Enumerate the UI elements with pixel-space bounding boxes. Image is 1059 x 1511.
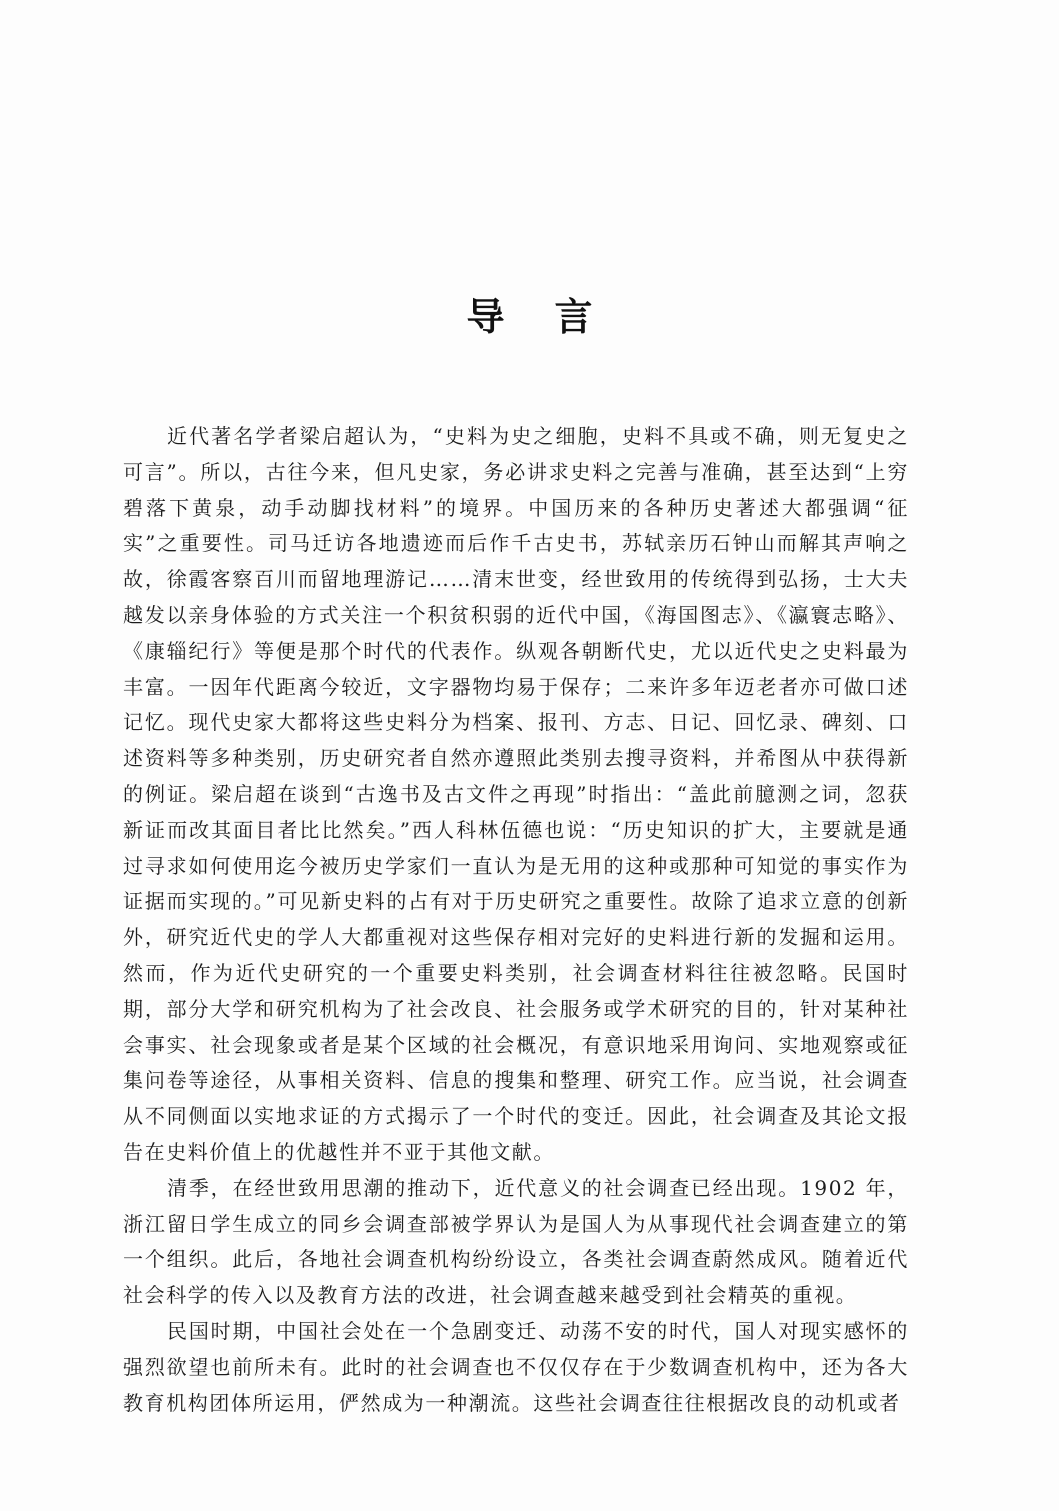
title-char-1: 导 [466,295,505,340]
paragraph-1: 近代著名学者梁启超认为，“史料为史之细胞，史料不具或不确，则无复史之可言”。所以，古往今来，但凡史家，务必讲求史料之完善与准确，甚至达到“上穷碧落下黄泉，动手动脚找材料”的境界。中国历来的各种历史著述大都强调“征实”之重要性。司马迁访各地遗迹而后作千古史书，苏轼亲历石钟山而解其声响之故，徐霞客察百川而留地理游记……清末世变，经世致用的传统得到弘扬，士大夫越发以亲身体验的方式关注一个积贫积弱的近代中国，《海国图志》、《瀛寰志略》、《康辎纪行》等便是那个时代的代表作。纵观各朝断代史，尤以近代史之史料最为丰富。一因年代距离今较近，文字器物均易于保存；二来许多年迈老者亦可做口述记忆。现代史家大都将这些史料分为档案、报刊、方志、日记、回忆录、碑刻、口述资料等多种类别，历史研究者自然亦遵照此类别去搜寻资料，并希图从中获得新的例证。梁启超在谈到“古逸书及古文件之再现”时指出：“盖此前臆测之词，忽获新证而改其面目者比比然矣。”西人科林伍德也说：“历史知识的扩大，主要就是通过寻求如何使用迄今被历史学家们一直认为是无用的这种或那种可知觉的事实作为证据而实现的。”可见新史料的占有对于历史研究之重要性。故除了追求立意的创新外，研究近代史的学人大都重视对这些保存相对完好的史料进行新的发掘和运用。然而，作为近代史研究的一个重要史料类别，社会调查材料往往被忽略。民国时期，部分大学和研究机构为了社会改良、社会服务或学术研究的目的，针对某种社会事实、社会现象或者是某个区域的社会概况，有意识地采用询问、实地观察或征集问卷等途径，从事相关资料、信息的搜集和整理、研究工作。应当说，社会调查从不同侧面以实地求证的方式揭示了一个时代的变迁。因此，社会调查及其论文报告在史料价值上的优越性并不亚于其他文献。 [123,424,909,1164]
title-char-2: 言 [554,295,593,340]
paragraph-3: 民国时期，中国社会处在一个急剧变迁、动荡不安的时代，国人对现实感怀的强烈欲望也前所未有。此时的社会调查也不仅仅存在于少数调查机构中，还为各大教育机构团体所运用，俨然成为一种潮流。这些社会调查往往根据改良的动机或者 [123,1318,909,1415]
page-title [0,291,1059,343]
paragraph-2: 清季，在经世致用思潮的推动下，近代意义的社会调查已经出现。1902 年，浙江留日学生成立的同乡会调查部被学界认为是国人为从事现代社会调查建立的第一个组织。此后，各地社会调查机构纷纷设立，各类社会调查蔚然成风。随着近代社会科学的传入以及教育方法的改进，社会调查越来越受到社会精英的重视。 [123,1175,909,1308]
body-text [123,419,909,1421]
